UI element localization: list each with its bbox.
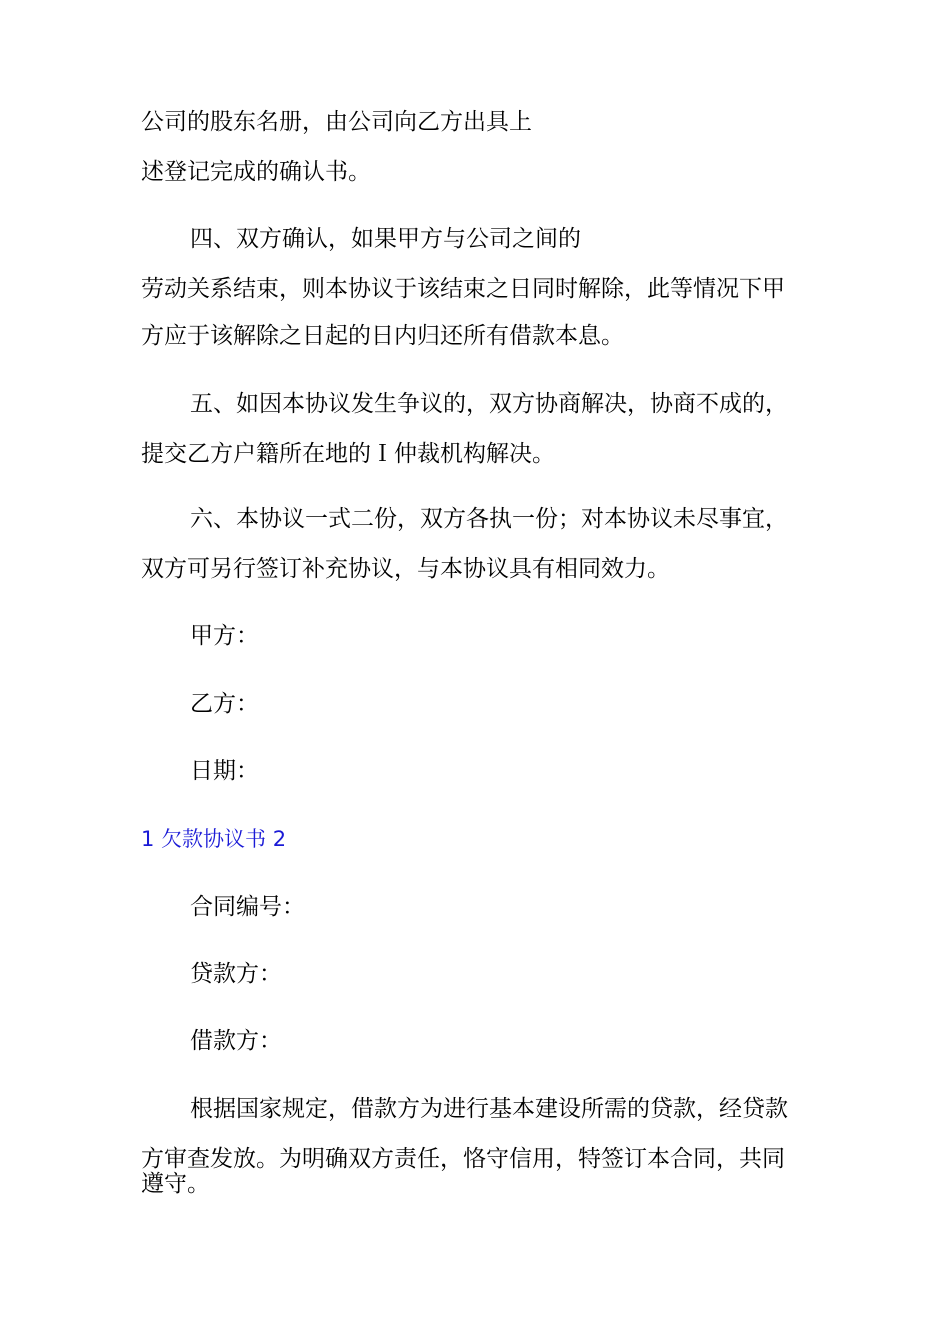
text-line: 提交乙方户籍所在地的Ｉ仲裁机构解决。 xyxy=(141,441,555,467)
body-paragraph-line: 根据国家规定，借款方为进行基本建设所需的贷款，经贷款 xyxy=(190,1096,788,1122)
lender-label: 贷款方： xyxy=(190,961,282,987)
body-paragraph-line: 遵守。 xyxy=(141,1171,210,1197)
borrower-label: 借款方： xyxy=(190,1028,282,1054)
contract-number-label: 合同编号： xyxy=(190,894,305,920)
date-label: 日期： xyxy=(190,758,259,784)
party-b-label: 乙方： xyxy=(190,691,259,717)
clause-six-line: 六、本协议一式二份，双方各执一份；对本协议未尽事宜， xyxy=(190,506,788,532)
party-a-label: 甲方： xyxy=(190,623,259,649)
text-line: 公司的股东名册，由公司向乙方出具上 xyxy=(141,109,532,135)
text-line: 双方可另行签订补充协议，与本协议具有相同效力。 xyxy=(141,556,670,582)
clause-five-line: 五、如因本协议发生争议的，双方协商解决，协商不成的， xyxy=(190,391,788,417)
text-line: 述登记完成的确认书。 xyxy=(141,159,371,185)
text-line: 劳动关系结束，则本协议于该结束之日同时解除，此等情况下甲 xyxy=(141,276,785,302)
section-heading: 1 欠款协议书 2 xyxy=(141,827,287,851)
body-paragraph-line: 方审查发放。为明确双方责任，恪守信用，特签订本合同，共同 xyxy=(141,1146,785,1172)
clause-four-line: 四、双方确认，如果甲方与公司之间的 xyxy=(190,226,581,252)
text-line: 方应于该解除之日起的日内归还所有借款本息。 xyxy=(141,323,624,349)
